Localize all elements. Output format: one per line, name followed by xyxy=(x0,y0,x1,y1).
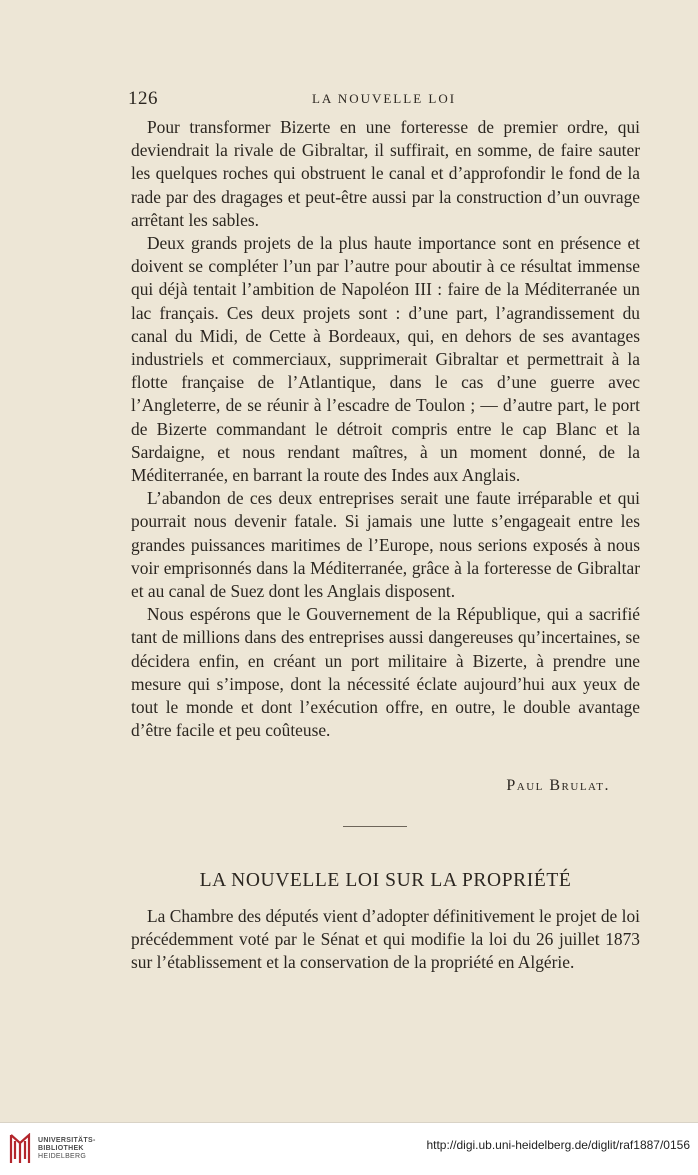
footer-bar xyxy=(0,1122,698,1175)
institution-name xyxy=(38,1137,96,1161)
section-paragraph: La Chambre des députés vient d’adopter définitivement le projet de loi précédemment voté par le Sénat et qui modifie la loi du 26 juillet 1873 sur l’établissement et la conservation de la propriété en Algérie. xyxy=(131,906,640,973)
page-number: 126 xyxy=(128,88,158,109)
article-body xyxy=(131,116,640,742)
section-divider xyxy=(343,826,407,827)
institution-line: UNIVERSITÄTS- xyxy=(38,1137,96,1144)
author-signature: Paul Brulat. xyxy=(506,777,610,794)
article-paragraph: L’abandon de ces deux entreprises serait une faute irréparable et qui pourrait nous devenir fatale. Si jamais une lutte s’engageait entre les grandes puissances maritimes de l’Europe, nous serions exposés à nous voir emprisonnés dans la Méditerranée, grâce à la forteresse de Gibraltar et au canal de Suez dont les Anglais disposent. xyxy=(131,488,640,602)
page-header xyxy=(128,88,640,112)
article-paragraph: Deux grands projets de la plus haute importance sont en présence et doivent se compléter l’un par l’autre pour aboutir à ce résultat immense qui déjà tentait l’ambition de Napoléon III : faire de la Méditerranée un lac français. Ces deux projets sont : d’une part, l’agrandissement du canal du Midi, de Cette à Bordeaux, qui, en dehors de ses avantages industriels et commerciaux, supprimerait Gibraltar et permettrait à la flotte française de l’Atlantique, dans le cas d’une guerre avec l’Angleterre, de se réunir à l’escadre de Toulon ; — d’autre part, le port de Bizerte commandant le détroit compris entre le cap Blanc et la Sardaigne, et nous rendant maîtres, à un moment donné, de la Méditerranée, en barrant la route des Indes aux Anglais. xyxy=(131,233,640,486)
institution-line: HEIDELBERG xyxy=(38,1153,87,1160)
article-paragraph: Nous espérons que le Gouvernement de la République, qui a sacrifié tant de millions dans des entreprises aussi dangereuses qu’incertaines, se décidera enfin, en créant un port militaire à Bizerte, à prendre une mesure qui s’impose, dont la nécessité éclate aujourd’hui aux yeux de tout le monde et dont l’exécution offre, en outre, le double avantage d’être facile et peu coûteuse. xyxy=(131,604,640,741)
institution-line: BIBLIOTHEK xyxy=(38,1145,84,1152)
library-logo-icon xyxy=(8,1133,32,1165)
section-title: LA NOUVELLE LOI SUR LA PROPRIÉTÉ xyxy=(199,870,572,891)
article-paragraph: Pour transformer Bizerte en une forteresse de premier ordre, qui deviendrait la rivale de Gibraltar, il suffirait, en somme, de faire sauter les quelques roches qui obstruent le canal et d’approfondir le fond de la rade par des dragages et peut-être aussi par la construction d’un ouvrage arrêtant les sables. xyxy=(131,117,640,230)
section-body xyxy=(131,905,640,975)
running-title: LA NOUVELLE LOI xyxy=(311,91,457,106)
source-url-link[interactable]: http://digi.ub.uni-heidelberg.de/diglit/raf1887/0156 xyxy=(426,1138,690,1152)
